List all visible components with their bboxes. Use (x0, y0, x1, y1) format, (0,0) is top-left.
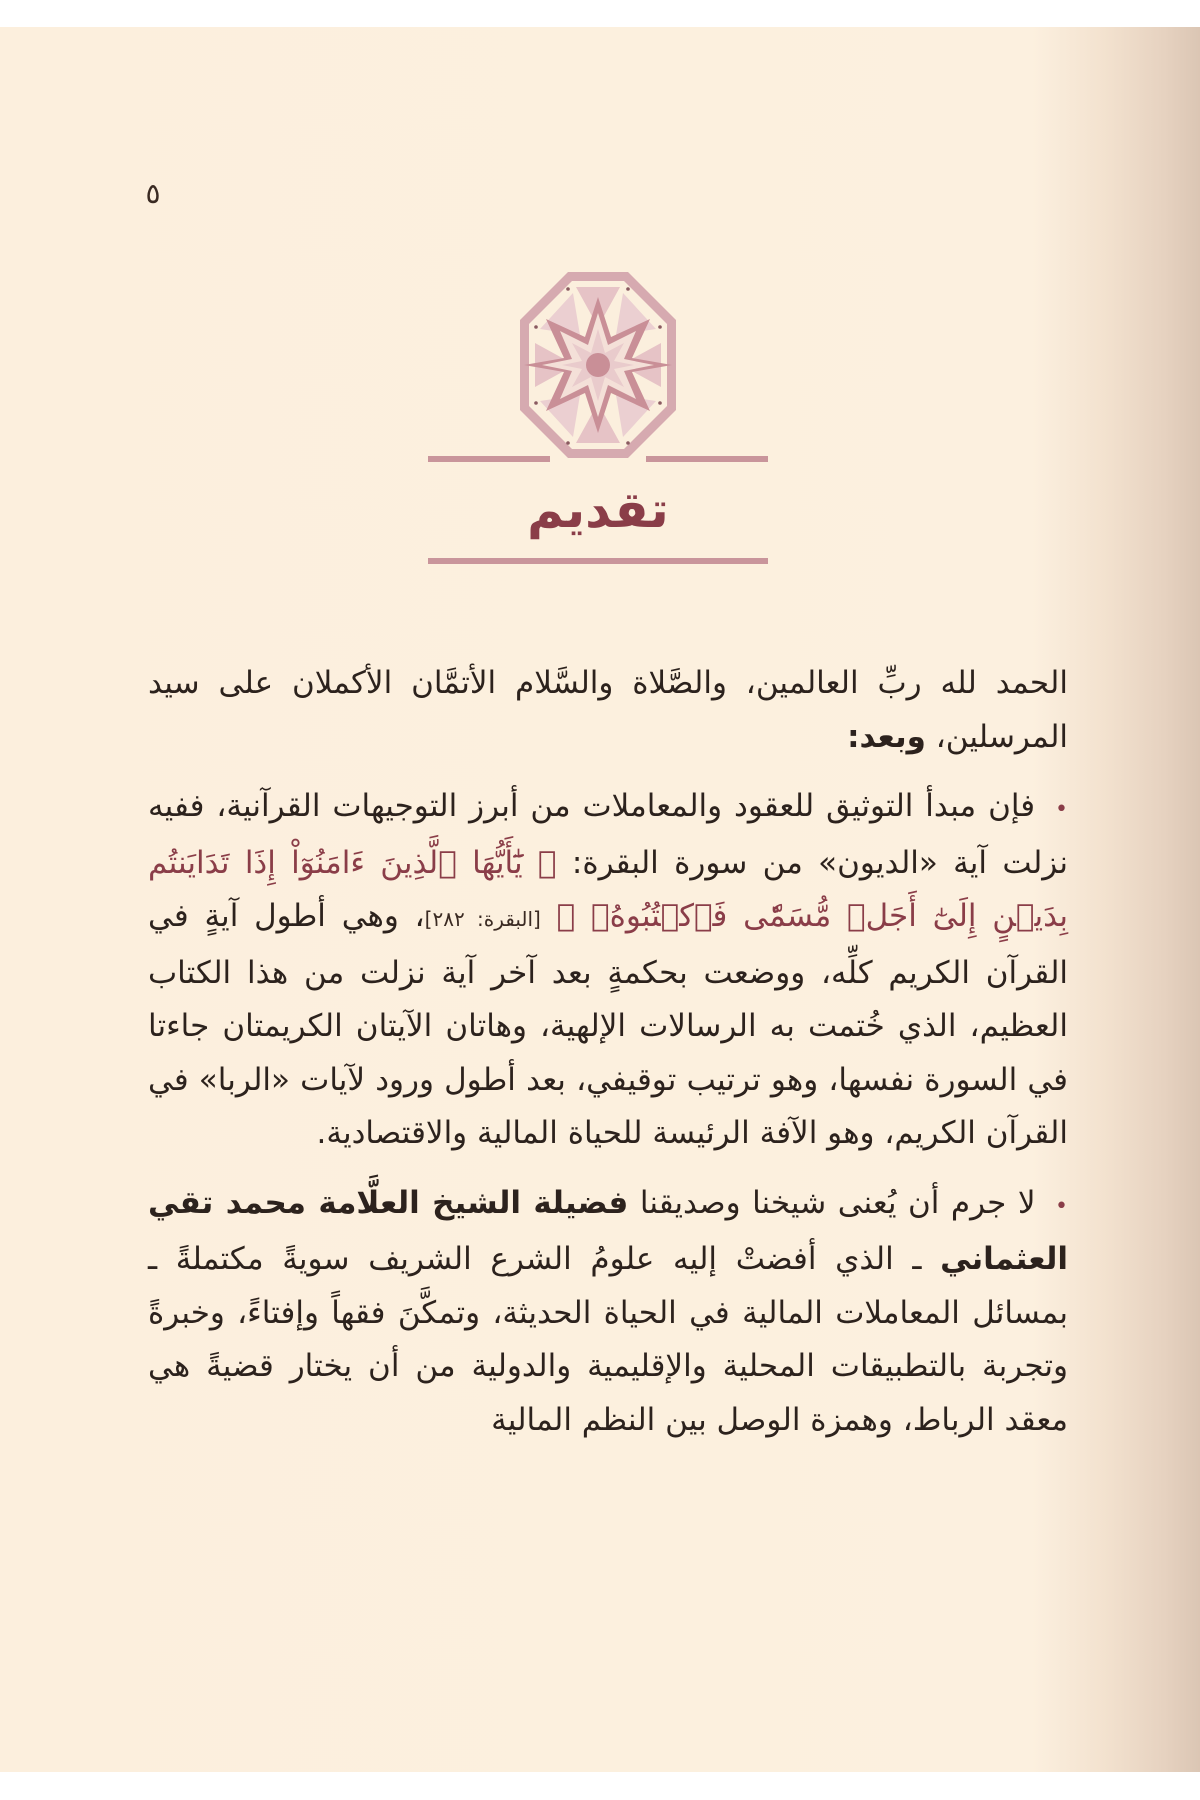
paragraph-2-intro: لا جرم أن يُعنى شيخنا وصديقنا (639, 1184, 1036, 1221)
opening-bold: وبعد: (847, 718, 926, 755)
paragraph-2-rest: ـ الذي أفضتْ إليه علومُ الشرع الشريف سويةً مكتملةً ـ بمسائل المعاملات المالية في الحياة الحديثة، وتمكَّنَ فقهاً وإفتاءً، وخبرةً وتجربة بالتطبيقات المحلية والإقليمية والدولية من أن يختار قضيةً هي معقد الرباط، وهمزة الوصل بين النظم المالية (148, 1241, 1068, 1438)
body-text (148, 657, 1068, 1447)
bullet-icon: • (1055, 797, 1068, 822)
opening-text: الحمد لله ربِّ العالمين، والصَّلاة والسَّلام الأتمَّان الأكملان على سيد المرسلين، (148, 665, 1068, 755)
chapter-title: تقديم (527, 481, 669, 539)
paragraph-1-intro: فإن مبدأ التوثيق للعقود والمعاملات من أبرز التوجيهات القرآنية، ففيه نزلت آية «الديون» من سورة البقرة: (148, 788, 1068, 881)
page-number: ٥ (145, 177, 161, 210)
opening-paragraph (148, 657, 1068, 764)
paragraph-2 (148, 1177, 1068, 1448)
book-page (0, 27, 1200, 1772)
paragraph-1 (148, 780, 1068, 1161)
octagon-star-ornament-icon (428, 267, 768, 467)
title-divider (428, 558, 768, 564)
quran-verse: ﴿ يَٰٓأَيُّهَا ٱلَّذِينَ ءَامَنُوٓاْ إِذَا تَدَايَنتُم بِدَيۡنٍ إِلَىٰٓ أَجَلٖ مُّسَمّٗى فَٱكۡتُبُوهُۚ ﴾ (148, 844, 1069, 934)
bullet-icon: • (1055, 1193, 1069, 1219)
scholar-name: فضيلة الشيخ العلَّامة محمد تقي العثماني (148, 1184, 1068, 1277)
paragraph-1-rest: ، وهي أطول آيةٍ في القرآن الكريم كلِّه، ووضعت بحكمةٍ بعد آخر آية نزلت من هذا الكتاب العظيم، الذي خُتمت به الرسالات الإلهية، وهاتان الآيتان الكريمتان جاءتا في السورة نفسها، وهو ترتيب توقيفي، بعد أطول ورود لآيات «الربا» في القرآن الكريم، وهو الآفة الرئيسة للحياة المالية والاقتصادية. (148, 898, 1068, 1151)
verse-reference: [البقرة: ٢٨٢] (424, 907, 541, 931)
